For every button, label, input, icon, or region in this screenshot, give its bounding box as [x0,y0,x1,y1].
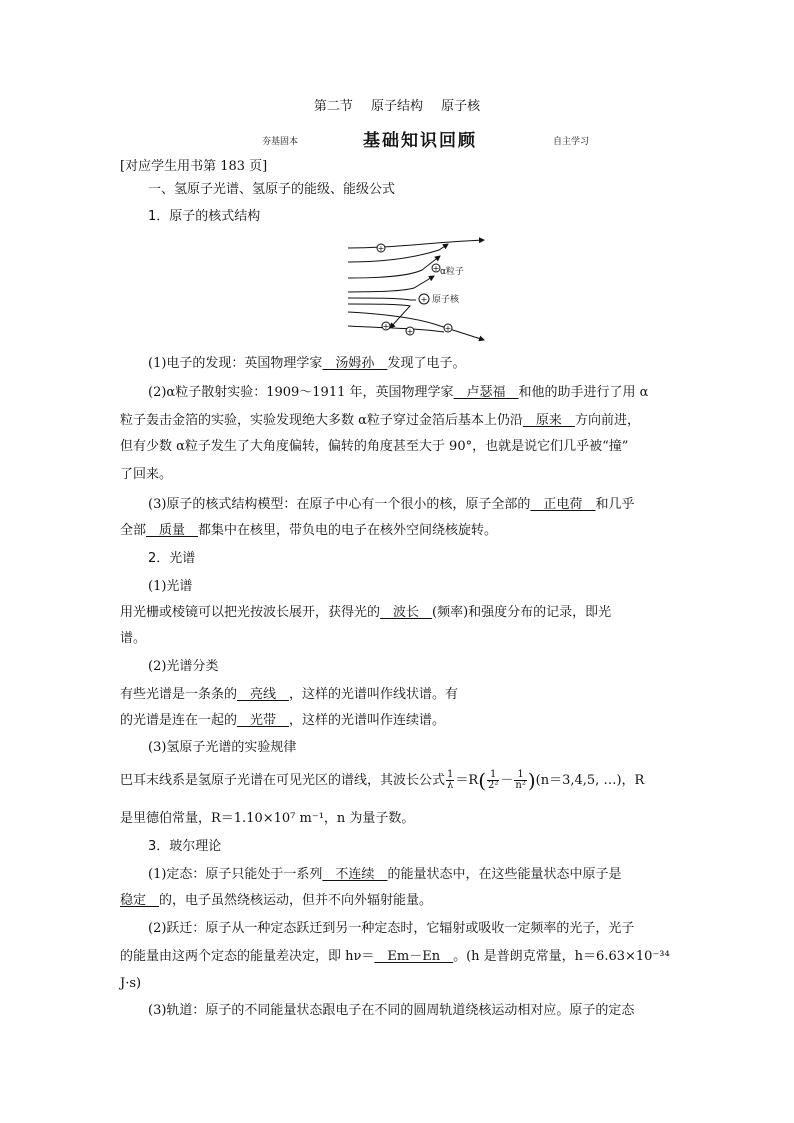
svg-text:+: + [406,327,414,336]
heading-1-1: 1．原子的核式结构 [148,209,261,224]
sub-heading-spectrum: (1)光谱 [148,579,193,594]
page-reference: [对应学生用书第 183 页] [120,159,268,174]
bohr-stationary-line-2: 稳定 的，电子虽然绕核运动，但并不向外辐射能量。 [120,893,433,908]
bohr-stationary-line-1: (1)定态：原子只能处于一系列 不连续 的能量状态中，在这些能量状态中原子是 [148,867,622,882]
sub-heading-hydrogen-spectrum: (3)氢原子光谱的实验规律 [148,740,297,755]
svg-text:+: + [432,264,440,273]
svg-text:+: + [444,324,452,333]
section-number: 第二节 [313,99,353,114]
paragraph-electron-discovery: (1)电子的发现：英国物理学家 汤姆孙 发现了电子。 [148,356,466,371]
svg-text:+: + [377,244,385,253]
answer-bright-lines: 亮线 [237,687,290,702]
answer-thomson: 汤姆孙 [322,356,388,371]
section-title [0,95,794,114]
answer-light-band: 光带 [237,713,290,728]
svg-text:+: + [382,322,390,331]
rydberg-constant-line: 是里德伯常量，R＝1.10×10⁷ m⁻¹，n 为量子数。 [120,811,415,826]
fraction-one-over-two-squared: $\frac{1}{\text{2²}}$ [488,769,499,791]
section-topic-1: 原子结构 [370,99,423,114]
paragraph-scattering-line-4: 了回来。 [120,467,173,482]
heading-1: 一、氢原子光谱、氢原子的能级、能级公式 [148,182,396,197]
banner-right-label: 自主学习 [553,137,590,147]
banner-left-label: 夯基固本 [262,137,299,147]
heading-bohr-theory: 3．玻尔理论 [148,839,222,854]
heading-spectrum: 2．光谱 [148,551,196,566]
answer-rutherford: 卢瑟福 [453,385,519,400]
bohr-transition-line-1: (2)跃迁：原子从一种定态跃迁到另一种定态时，它辐射或吸收一定频率的光子，光子 [148,921,635,936]
alpha-particle-label: α粒子 [440,267,464,277]
svg-text:+: + [420,295,428,304]
balmer-formula-line: 巴耳末线系是氢原子光谱在可见光区的谱线，其波长公式 $\frac{1}{\lambda}$ ＝R( $\frac{1}{\text{2²}}$ － $\frac{1}{\text{n²}}$ )(n＝3,4,5, …)，R [120,768,645,793]
answer-positive-charge: 正电荷 [530,497,596,512]
answer-original-direction: 原来 [522,413,575,428]
answer-wavelength: 波长 [380,605,433,620]
banner-heading: 基础知识回顾 [363,131,477,151]
nucleus-label: 原子核 [432,295,460,305]
answer-energy-difference: Em－En [374,949,454,964]
bohr-orbit-line-1: (3)轨道：原子的不同能量状态跟电子在不同的圆周轨道绕核运动相对应。原子的定态 [148,1003,635,1018]
answer-discontinuous: 不连续 [322,867,388,882]
fraction-one-over-lambda: $\frac{1}{\lambda}$ [447,769,454,791]
paragraph-scattering-line-2: 粒子轰击金箔的实验，实验发现绝大多数 α粒子穿过金箔后基本上仍沿 原来 方向前进， [120,413,640,428]
answer-mass: 质量 [146,523,199,538]
bohr-transition-line-2: 的能量由这两个定态的能量差决定，即 hν＝ Em－En 。(h 是普朗克常量，h＝6.63×10⁻³⁴ [120,949,670,964]
spectrum-definition-line-2: 谱。 [120,631,147,646]
section-topic-2: 原子核 [441,99,481,114]
fraction-one-over-n-squared: $\frac{1}{\text{n²}}$ [515,769,526,791]
bohr-transition-line-3: J·s) [120,976,142,991]
paragraph-scattering-line-3: 但有少数 α粒子发生了大角度偏转，偏转的角度甚至大于 90°，也就是说它们几乎被“撞” [120,439,629,454]
paragraph-scattering-line-1: (2)α粒子散射实验：1909～1911 年，英国物理学家 卢瑟福 和他的助手进行了用 α [148,385,649,400]
classification-line-2: 的光谱是连在一起的 光带 ，这样的光谱叫作连续谱。 [120,713,446,728]
classification-line-1: 有些光谱是一条条的 亮线 ，这样的光谱叫作线状谱。有 [120,687,459,702]
answer-stable: 稳定 [120,893,160,908]
paragraph-model-line-2: 全部 质量 都集中在核里，带负电的电子在核外空间绕核旋转。 [120,523,498,538]
alpha-scattering-diagram [344,236,492,346]
sub-heading-classification: (2)光谱分类 [148,659,219,674]
spectrum-definition-line-1: 用光栅或棱镜可以把光按波长展开，获得光的 波长 (频率)和强度分布的记录，即光 [120,605,612,620]
paragraph-model-line-1: (3)原子的核式结构模型：在原子中心有一个很小的核，原子全部的 正电荷 和几乎 [148,497,635,512]
